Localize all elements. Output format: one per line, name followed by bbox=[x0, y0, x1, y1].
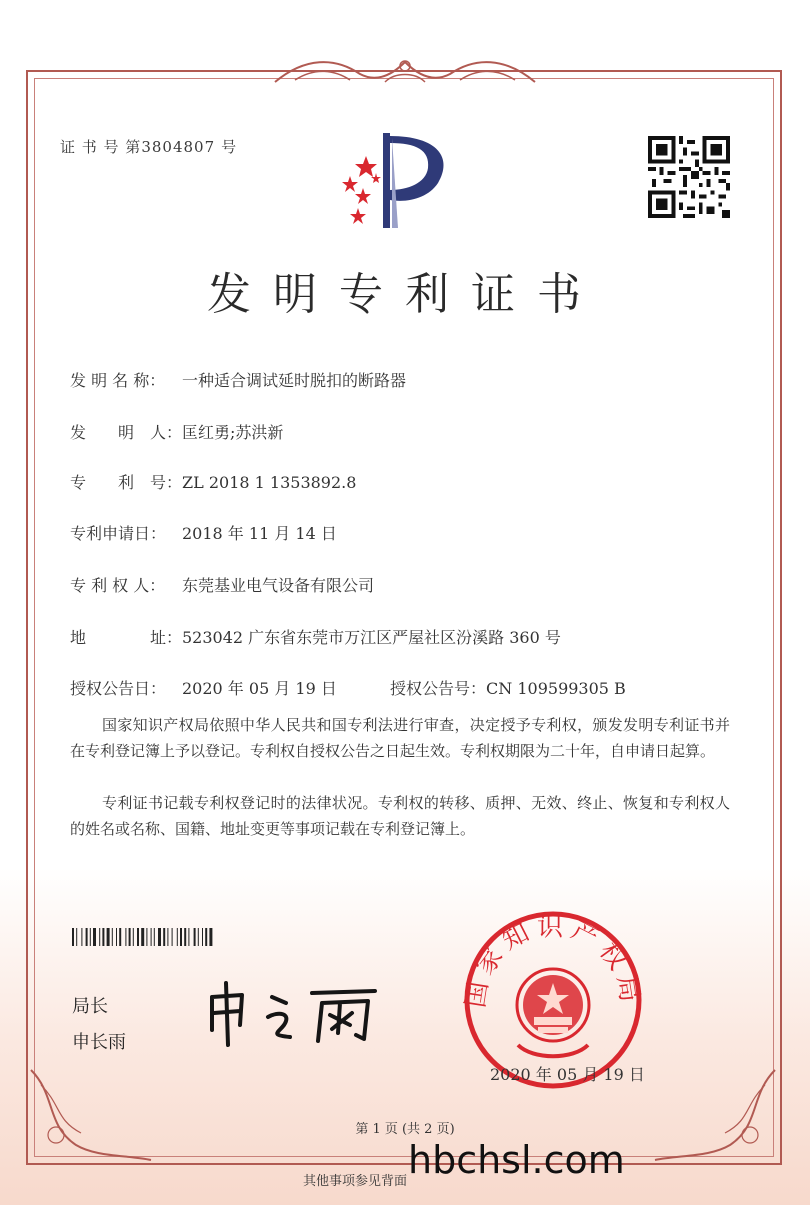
field-label: 发 明 名 称： bbox=[70, 371, 166, 390]
field-value: 东莞基业电气设备有限公司 bbox=[182, 576, 375, 595]
certificate-number bbox=[60, 136, 237, 157]
field-patentee bbox=[70, 573, 374, 596]
barcode-bar bbox=[172, 928, 173, 946]
field-value: 匡红勇;苏洪新 bbox=[182, 423, 284, 442]
field-label: 专 利 权 人： bbox=[70, 576, 166, 595]
field-grant-date bbox=[70, 676, 337, 699]
barcode-bar bbox=[137, 928, 139, 946]
field-patent-number bbox=[70, 470, 356, 493]
field-invention-name bbox=[70, 368, 406, 391]
barcode-bar bbox=[90, 928, 91, 946]
seal-date: 2020 年 05 月 19 日 bbox=[490, 1065, 645, 1084]
barcode-bar bbox=[112, 928, 113, 946]
director-name: 申长雨 bbox=[72, 1032, 126, 1053]
barcode-bar bbox=[198, 928, 199, 946]
barcode-bar bbox=[133, 928, 134, 946]
bottom-right-ornament bbox=[650, 1065, 780, 1165]
field-value: 2020 年 05 月 19 日 bbox=[182, 679, 337, 698]
seal-text: 国家知识产权局 bbox=[460, 912, 646, 1010]
barcode-bar bbox=[167, 928, 168, 946]
top-ornament bbox=[265, 52, 545, 92]
barcode-bar bbox=[125, 928, 126, 946]
inner-border bbox=[34, 78, 774, 1157]
barcode-bar bbox=[184, 928, 186, 946]
barcode-bar bbox=[158, 928, 161, 946]
field-label: 授权公告日： bbox=[70, 679, 167, 698]
field-address bbox=[70, 625, 561, 648]
barcode-bar bbox=[99, 928, 100, 946]
barcode-bar bbox=[194, 928, 196, 946]
barcode-bar bbox=[129, 928, 131, 946]
field-label: 发 明 人： bbox=[70, 423, 183, 442]
field-value: ZL 2018 1 1353892.8 bbox=[182, 473, 357, 492]
field-value: 2018 年 11 月 14 日 bbox=[182, 524, 337, 543]
barcode bbox=[72, 928, 288, 946]
patent-office-emblem-icon bbox=[328, 128, 468, 233]
barcode-bar bbox=[154, 928, 155, 946]
barcode-bar bbox=[177, 928, 178, 946]
field-value: CN 109599305 B bbox=[486, 679, 626, 698]
paragraph-review: 国家知识产权局依照中华人民共和国专利法进行审查，决定授予专利权，颁发发明专利证书并在专利登记簿上予以登记。专利权自授权公告之日起生效。专利权期限为二十年，自申请日起算。 bbox=[70, 716, 730, 760]
director-signature bbox=[200, 975, 400, 1050]
field-label: 专利申请日： bbox=[70, 524, 167, 543]
field-value: 一种适合调试延时脱扣的断路器 bbox=[182, 371, 407, 390]
page-number: 第 1 页 (共 2 页) bbox=[355, 1122, 455, 1137]
certificate-number-value: 3804807 bbox=[141, 138, 216, 156]
barcode-bar bbox=[107, 928, 110, 946]
footer-note: 其他事项参见背面 bbox=[302, 1174, 407, 1189]
barcode-bar bbox=[119, 928, 121, 946]
certificate-number-label: 证 书 号 第 bbox=[60, 138, 142, 156]
barcode-bar bbox=[141, 928, 144, 946]
barcode-bar bbox=[188, 928, 189, 946]
qr-code[interactable] bbox=[648, 136, 730, 218]
barcode-bar bbox=[163, 928, 165, 946]
barcode-bar bbox=[86, 928, 88, 946]
barcode-bar bbox=[93, 928, 96, 946]
field-value: 523042 广东省东莞市万江区严屋社区汾溪路 360 号 bbox=[182, 628, 561, 647]
field-label: 专 利 号： bbox=[70, 473, 183, 492]
field-label: 授权公告号： bbox=[390, 679, 487, 698]
barcode-bar bbox=[151, 928, 152, 946]
field-application-date bbox=[70, 521, 337, 544]
barcode-bar bbox=[72, 928, 74, 946]
barcode-bar bbox=[76, 928, 77, 946]
field-announcement-number bbox=[390, 676, 626, 699]
certificate-number-suffix: 号 bbox=[221, 138, 238, 156]
director-title: 局长 bbox=[72, 996, 108, 1017]
watermark: hbchsl.com bbox=[408, 1138, 625, 1182]
barcode-bar bbox=[102, 928, 104, 946]
barcode-bar bbox=[116, 928, 117, 946]
field-label: 地 址： bbox=[70, 628, 183, 647]
barcode-bar bbox=[202, 928, 203, 946]
field-inventors bbox=[70, 420, 283, 443]
bottom-left-ornament bbox=[26, 1065, 156, 1165]
certificate-title: 发明专利证书 bbox=[207, 269, 603, 320]
paragraph-legal-status: 专利证书记载专利权登记时的法律状况。专利权的转移、质押、无效、终止、恢复和专利权人的姓名或名称、国籍、地址变更等事项记载在专利登记簿上。 bbox=[70, 794, 730, 838]
barcode-bar bbox=[146, 928, 147, 946]
barcode-bar bbox=[205, 928, 207, 946]
barcode-bar bbox=[180, 928, 182, 946]
barcode-bar bbox=[81, 928, 82, 946]
barcode-bar bbox=[209, 928, 212, 946]
